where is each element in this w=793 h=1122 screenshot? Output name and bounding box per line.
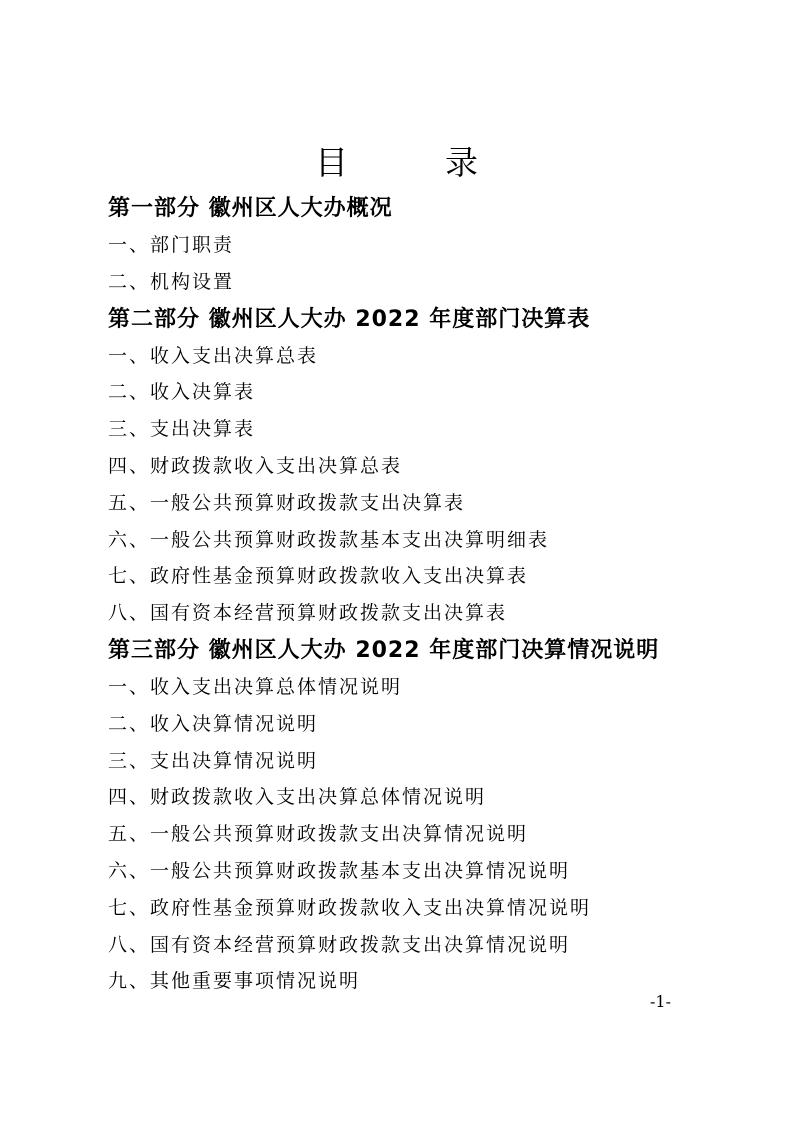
- toc-item-income-expenditure-summary-table[interactable]: 一、收入支出决算总表: [108, 344, 319, 367]
- toc-item-government-fund-explanation[interactable]: 七、政府性基金预算财政拨款收入支出决算情况说明: [108, 896, 592, 919]
- toc-item-general-budget-expenditure-explanation[interactable]: 五、一般公共预算财政拨款支出决算情况说明: [108, 823, 529, 846]
- toc-item-state-capital-table[interactable]: 八、国有资本经营预算财政拨款支出决算表: [108, 602, 508, 625]
- toc-item-expenditure-explanation[interactable]: 三、支出决算情况说明: [108, 749, 319, 772]
- toc-item-general-budget-expenditure-table[interactable]: 五、一般公共预算财政拨款支出决算表: [108, 491, 466, 514]
- toc-part-2-heading[interactable]: 第二部分 徽州区人大办 2022 年度部门决算表: [108, 306, 591, 332]
- page-title: 目 录: [315, 143, 510, 182]
- toc-item-income-expenditure-overall-explanation[interactable]: 一、收入支出决算总体情况说明: [108, 675, 403, 698]
- toc-item-organization-setup[interactable]: 二、机构设置: [108, 270, 235, 293]
- toc-item-fiscal-allocation-summary-table[interactable]: 四、财政拨款收入支出决算总表: [108, 454, 403, 477]
- toc-part-3-heading[interactable]: 第三部分 徽州区人大办 2022 年度部门决算情况说明: [108, 637, 660, 663]
- toc-item-income-explanation[interactable]: 二、收入决算情况说明: [108, 712, 319, 735]
- toc-item-fiscal-allocation-overall-explanation[interactable]: 四、财政拨款收入支出决算总体情况说明: [108, 786, 487, 809]
- toc-item-general-budget-basic-expenditure-detail-table[interactable]: 六、一般公共预算财政拨款基本支出决算明细表: [108, 528, 550, 551]
- toc-item-other-important-matters[interactable]: 九、其他重要事项情况说明: [108, 970, 361, 993]
- toc-item-government-fund-table[interactable]: 七、政府性基金预算财政拨款收入支出决算表: [108, 565, 529, 588]
- toc-item-department-duties[interactable]: 一、部门职责: [108, 234, 235, 256]
- toc-part-1-heading[interactable]: 第一部分 徽州区人大办概况: [108, 196, 393, 221]
- toc-item-state-capital-explanation[interactable]: 八、国有资本经营预算财政拨款支出决算情况说明: [108, 933, 571, 956]
- table-of-contents: [108, 190, 738, 1000]
- toc-item-expenditure-table[interactable]: 三、支出决算表: [108, 418, 256, 441]
- page-number: -1-: [650, 992, 671, 1011]
- toc-item-general-budget-basic-expenditure-explanation[interactable]: 六、一般公共预算财政拨款基本支出决算情况说明: [108, 859, 571, 882]
- toc-item-income-table[interactable]: 二、收入决算表: [108, 381, 256, 404]
